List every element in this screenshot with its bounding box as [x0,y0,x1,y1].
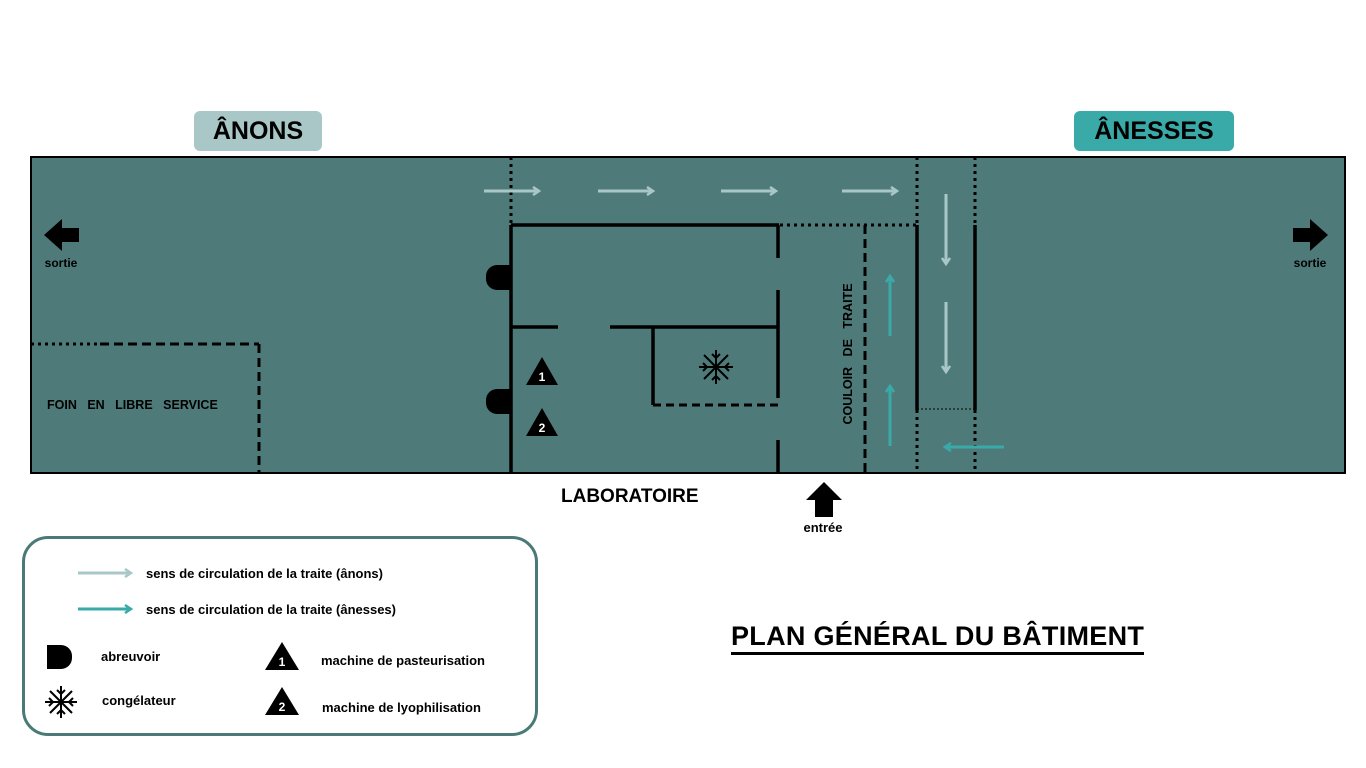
water-trough-icon [486,265,511,290]
entrance-label: entrée [803,520,843,535]
legend-foals-flow-label: sens de circulation de la traite (ânons) [146,566,383,581]
svg-text:2: 2 [538,421,546,435]
laboratory-label: LABORATOIRE [561,486,699,507]
legend-jennies-flow-label: sens de circulation de la traite (ânesses) [146,602,396,617]
hay-area-label: FOIN EN LIBRE SERVICE [47,398,218,412]
svg-text:1: 1 [278,655,286,669]
foals-badge: ÂNONS [194,111,322,151]
svg-text:1: 1 [538,370,546,384]
svg-text:2: 2 [278,700,286,714]
water-trough-icon [486,389,511,414]
milking-corridor-label: COULOIR DE TRAITE [841,283,855,425]
page-title: PLAN GÉNÉRAL DU BÂTIMENT [731,620,1144,655]
jennies-badge: ÂNESSES [1074,111,1234,151]
legend-lyophilisation-label: machine de lyophilisation [322,700,481,715]
building-footprint [31,157,1345,473]
freezer-snowflake-icon [699,350,733,384]
legend-pasteurisation-label: machine de pasteurisation [321,653,485,668]
legend-freezer-label: congélateur [102,693,176,708]
entrance-arrow-icon [806,482,842,517]
exit-right-label: sortie [1293,256,1327,270]
legend-water-trough-label: abreuvoir [101,649,161,664]
exit-left-label: sortie [44,256,78,270]
